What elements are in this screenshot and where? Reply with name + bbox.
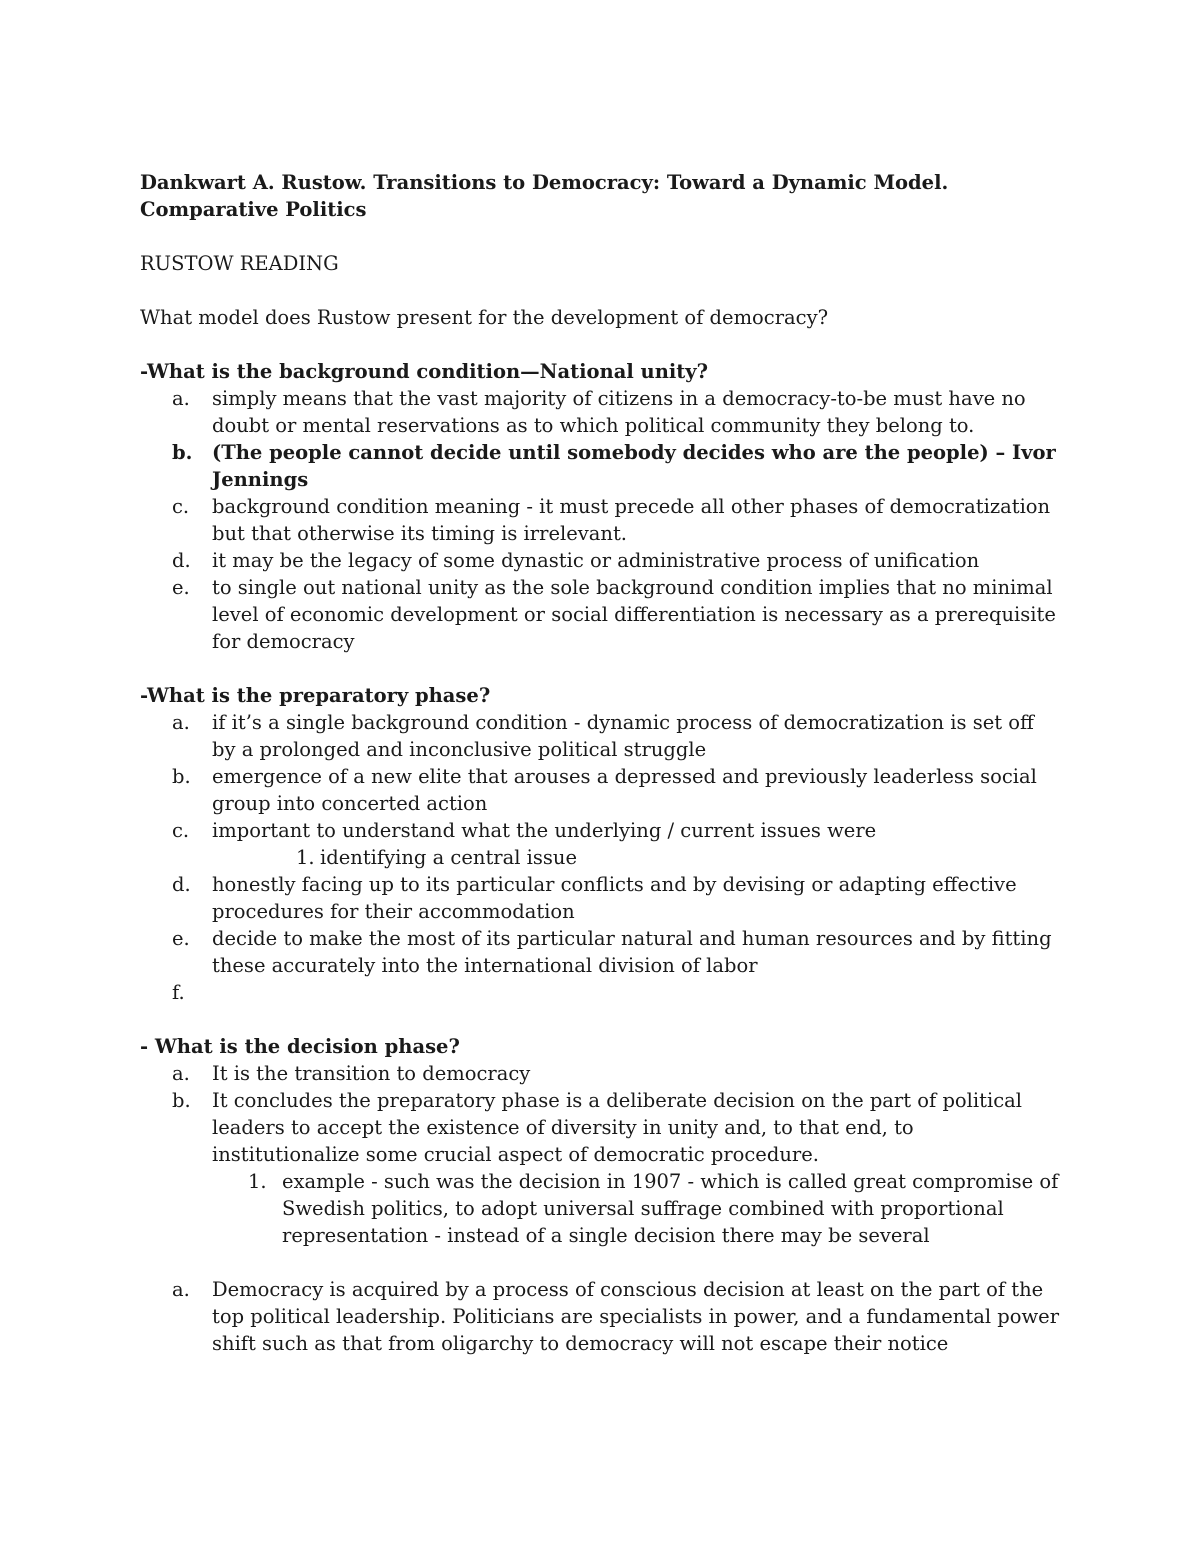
sub-list-marker: 1. (296, 846, 315, 869)
list-item (140, 817, 1060, 844)
list-item (140, 1087, 1060, 1168)
sub-list-item-text: example - such was the decision in 1907 - which is called great compromise of Swedish politics, to adopt universal suffrage combined with proportional representation - instead of a single decision there may be several (282, 1170, 1059, 1247)
list-item-text: (The people cannot decide until somebody decides who are the people) – Ivor Jennings (212, 441, 1056, 491)
list-marker: c. (172, 819, 190, 842)
list-item (140, 979, 1060, 1006)
spacer (140, 331, 1060, 358)
list-marker: b. (172, 441, 193, 464)
list-item-text: background condition meaning - it must precede all other phases of democratization but that otherwise its timing is irrelevant. (212, 495, 1051, 545)
question-decision-phase: - What is the decision phase? (140, 1035, 460, 1058)
list-marker: a. (172, 387, 190, 410)
list-marker: a. (172, 1062, 190, 1085)
list-marker: e. (172, 576, 190, 599)
list-marker: d. (172, 549, 191, 572)
question-preparatory-phase: -What is the preparatory phase? (140, 684, 491, 707)
list-item-text (212, 981, 218, 1004)
spacer (140, 277, 1060, 304)
sub-list-item (140, 1168, 1060, 1249)
list-item-text: It concludes the preparatory phase is a deliberate decision on the part of political leaders to accept the existence of diversity in unity and, to that end, to institutionalize some crucial aspect of democratic procedure. (212, 1089, 1022, 1166)
spacer (140, 223, 1060, 250)
question-background-condition: -What is the background condition—National unity? (140, 360, 709, 383)
list-marker: b. (172, 1089, 191, 1112)
intro-question: What model does Rustow present for the development of democracy? (140, 306, 829, 329)
list-marker: a. (172, 1278, 190, 1301)
list-item (140, 385, 1060, 439)
preparatory-phase-list (140, 709, 1060, 844)
list-item-text: It is the transition to democracy (212, 1062, 531, 1085)
list-item (140, 763, 1060, 817)
sub-list-item (140, 844, 1060, 871)
list-item-text: Democracy is acquired by a process of conscious decision at least on the part of the top political leadership. Politicians are specialists in power, and a fundamental power shift such as that from oligarchy to democracy will not escape their notice (212, 1278, 1060, 1355)
list-item-text: it may be the legacy of some dynastic or administrative process of unification (212, 549, 980, 572)
spacer (140, 655, 1060, 682)
list-item-text: important to understand what the underlying / current issues were (212, 819, 877, 842)
list-marker: d. (172, 873, 191, 896)
list-item-text: emergence of a new elite that arouses a depressed and previously leaderless social group into concerted action (212, 765, 1037, 815)
list-item (140, 493, 1060, 547)
background-condition-list (140, 385, 1060, 655)
list-item-text: simply means that the vast majority of citizens in a democracy-to-be must have no doubt or mental reservations as to which political community they belong to. (212, 387, 1026, 437)
section-heading: RUSTOW READING (140, 252, 339, 275)
document-title: Dankwart A. Rustow. Transitions to Democracy: Toward a Dynamic Model. Comparative Politics (140, 171, 949, 221)
preparatory-phase-list-continued (140, 871, 1060, 1006)
spacer (140, 1006, 1060, 1033)
list-item (140, 574, 1060, 655)
sub-list-marker: 1. (248, 1170, 267, 1193)
list-item (140, 871, 1060, 925)
list-item (140, 547, 1060, 574)
sub-list-item-text: identifying a central issue (320, 846, 578, 869)
document-content (140, 169, 1060, 1357)
decision-phase-list (140, 1060, 1060, 1168)
list-item-text: to single out national unity as the sole background condition implies that no minimal level of economic development or social differentiation is necessary as a prerequisite for democracy (212, 576, 1056, 653)
list-item-text: decide to make the most of its particular natural and human resources and by fitting these accurately into the international division of labor (212, 927, 1052, 977)
list-item (140, 1276, 1060, 1357)
list-item (140, 709, 1060, 763)
list-item (140, 439, 1060, 493)
list-item-text: honestly facing up to its particular conflicts and by devising or adapting effective procedures for their accommodation (212, 873, 1017, 923)
list-marker: e. (172, 927, 190, 950)
list-marker: b. (172, 765, 191, 788)
list-item (140, 1060, 1060, 1087)
list-marker: c. (172, 495, 190, 518)
list-item (140, 925, 1060, 979)
decision-phase-extra-list (140, 1276, 1060, 1357)
list-item-text: if it’s a single background condition - dynamic process of democratization is set off by a prolonged and inconclusive political struggle (212, 711, 1034, 761)
list-marker: f. (172, 981, 185, 1004)
list-marker: a. (172, 711, 190, 734)
spacer (140, 1249, 1060, 1276)
